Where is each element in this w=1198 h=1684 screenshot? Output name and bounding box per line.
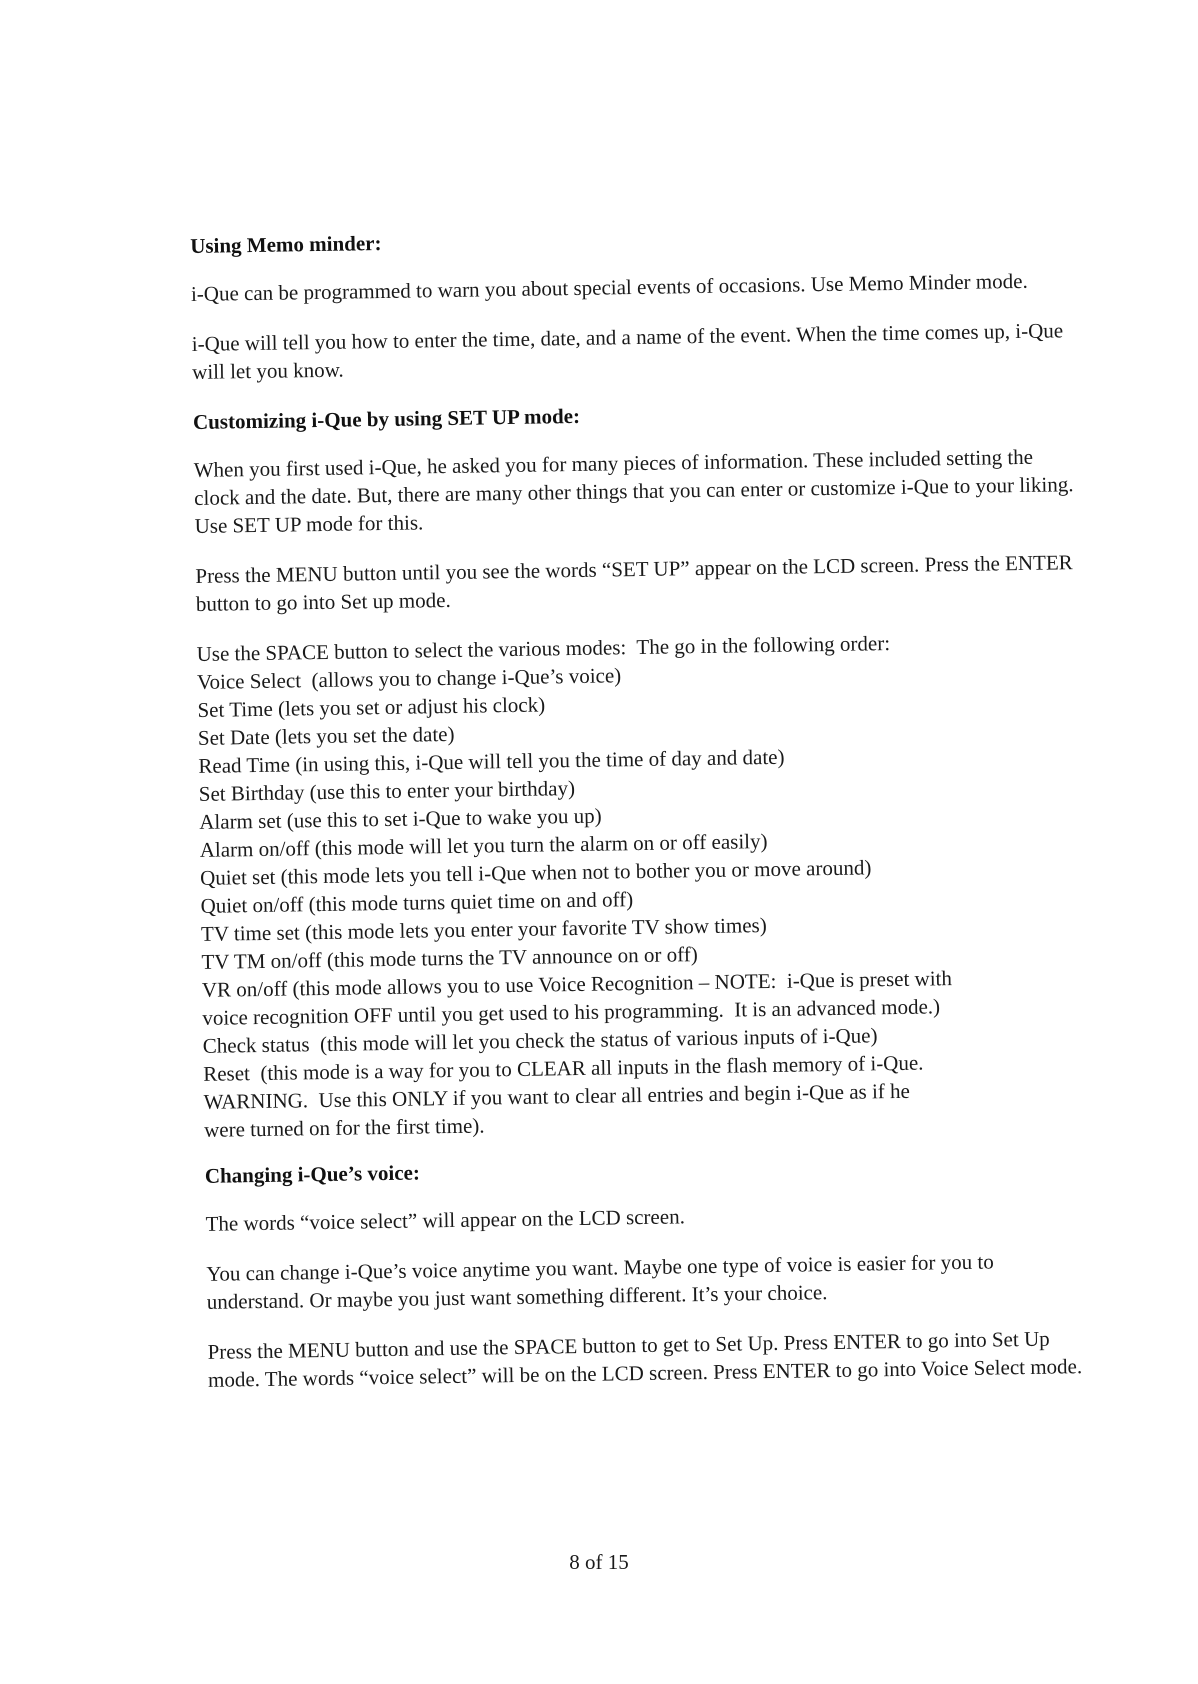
- setup-modes-intro: Use the SPACE button to select the various modes: The go in the following order:: [196, 631, 891, 666]
- voice-heading: Changing i-Que’s voice:: [204, 1160, 421, 1188]
- setup-modes-list: [196, 626, 1084, 1144]
- list-item: voice recognition OFF until you get used to his programming. It is an advanced mode.): [202, 994, 941, 1030]
- setup-paragraph-1: When you first used i-Que, he asked you for many pieces of information. These included setting the clock and the date. But, there are many other things that you can enter or customize i-Que to your liking. Use SET UP mode for this.: [193, 444, 1074, 538]
- page-number: 8 of 15: [569, 1550, 629, 1574]
- list-item: Reset (this mode is a way for you to CLEAR all inputs in the flash memory of i-Que.: [203, 1050, 924, 1086]
- list-item: Check status (this mode will let you check the status of various inputs of i-Que): [202, 1023, 878, 1058]
- list-item: Quiet set (this mode lets you tell i-Que when not to bother you or move around): [199, 855, 872, 890]
- voice-paragraph-1: The words “voice select” will appear on the LCD screen.: [205, 1204, 686, 1236]
- list-item: TV time set (this mode lets you enter your favorite TV show times): [200, 913, 767, 946]
- list-item: Set Date (lets you set the date): [197, 721, 455, 750]
- memo-minder-heading: Using Memo minder:: [190, 230, 382, 258]
- list-item: Alarm set (use this to set i-Que to wake you up): [199, 803, 602, 834]
- list-item: Alarm on/off (this mode will let you turn the alarm on or off easily): [199, 829, 768, 862]
- list-item: WARNING. Use this ONLY if you want to clear all entries and begin i-Que as if he: [203, 1078, 911, 1114]
- list-item: Quiet on/off (this mode turns quiet time on and off): [200, 887, 634, 918]
- setup-paragraph-2: Press the MENU button until you see the words “SET UP” appear on the LCD screen. Press the ENTER button to go into Set up mode.: [195, 550, 1073, 616]
- voice-paragraph-3: Press the MENU button and use the SPACE button to get to Set Up. Press ENTER to go into Set Up mode. The words “voice select” will be on the LCD screen. Press ENTER to go into Voice Select mode.: [207, 1326, 1083, 1392]
- list-item: Set Birthday (use this to enter your birthday): [198, 776, 576, 806]
- list-item: were turned on for the first time).: [203, 1113, 485, 1142]
- setup-heading: Customizing i-Que by using SET UP mode:: [192, 403, 581, 434]
- memo-minder-paragraph-2: i-Que will tell you how to enter the time, date, and a name of the event. When the time comes up, i-Que will let you know.: [191, 318, 1064, 384]
- memo-minder-paragraph-1: i-Que can be programmed to warn you about special events of occasions. Use Memo Minder mode.: [190, 268, 1028, 306]
- list-item: TV TM on/off (this mode turns the TV announce on or off): [201, 942, 698, 974]
- list-item: Read Time (in using this, i-Que will tell you the time of day and date): [198, 744, 785, 778]
- list-item: Voice Select (allows you to change i-Que’s voice): [196, 663, 622, 694]
- list-item: Set Time (lets you set or adjust his clock): [197, 692, 546, 722]
- voice-paragraph-2: You can change i-Que’s voice anytime you want. Maybe one type of voice is easier for you to understand. Or maybe you just want something different. It’s your choice.: [206, 1249, 994, 1314]
- page-content: [190, 218, 1088, 1416]
- list-item: VR on/off (this mode allows you to use Voice Recognition – NOTE: i-Que is preset with: [201, 966, 953, 1002]
